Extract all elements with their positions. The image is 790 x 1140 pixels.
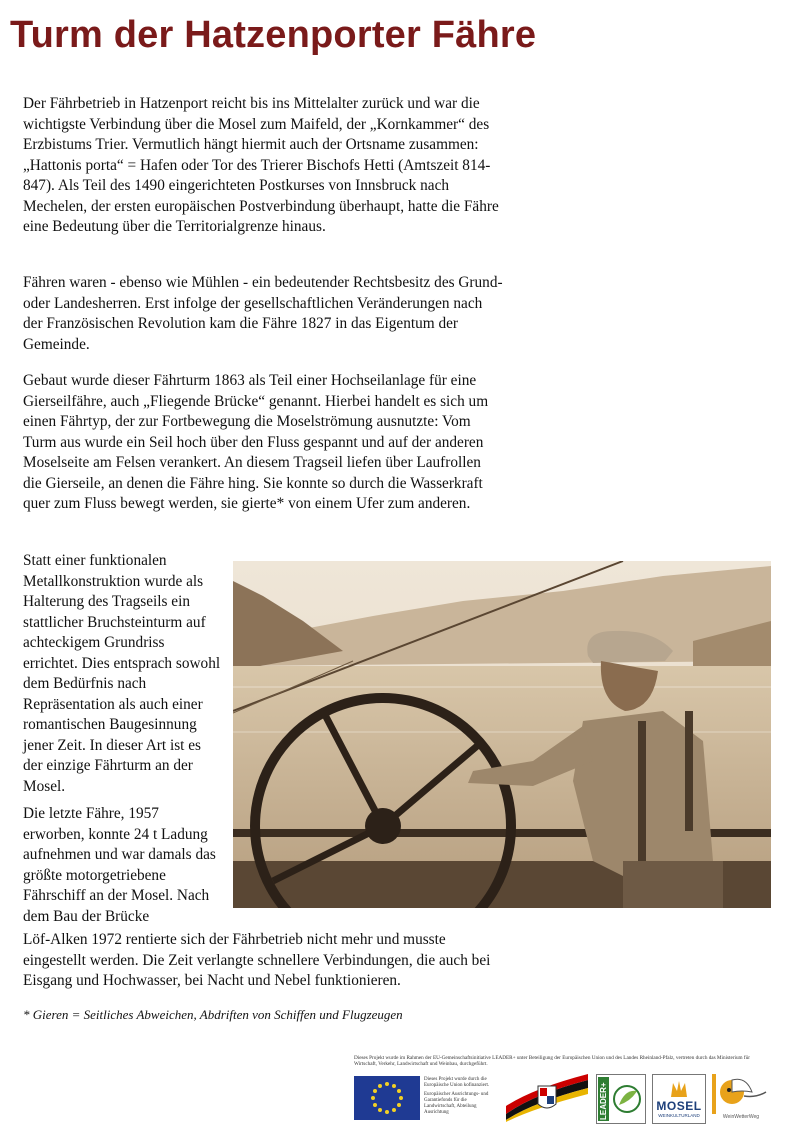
eu-notice xyxy=(424,1077,498,1119)
paragraph-construction: Gebaut wurde dieser Fährturm 1863 als Teil einer Hochseilanlage für eine Gierseilfähre, auch „Fliegende Brücke“ genannt. Hierbei handelt es sich um einen Fährtyp, der zur Fortbewegung die Moselströmung ausnutzte: Vom Turm aus wurde ein Seil hoch über den Fluss gespannt und auf der anderen Moselseite am Felsen verankert. An diesem Tragseil liefen über Laufrollen die Gierseile, an denen die Fähre hing. Sie konnte so durch die Wasserkraft quer zum Fluss bewegt werden, sie gierte* von einem Ufer zum anderen. xyxy=(23,372,489,512)
mosel-sublabel: WEINKULTURLAND xyxy=(658,1113,700,1118)
footnote: * Gieren = Seitliches Abweichen, Abdriften von Schiffen und Flugzeugen xyxy=(23,1007,403,1022)
paragraph-tower: Statt einer funktionalen Metallkonstruktion wurde als Halterung des Tragseils ein stattlicher Bruchsteinturm auf achteckigem Grundriss errichtet. Dies entsprach sowohl dem Bedürfnis nach Repräsentation als auch einer romantischen Baugesinnung jener Zeit. In dieser Art ist es der einzige Fährturm an der Mosel. xyxy=(23,552,221,795)
mosel-label: MOSEL xyxy=(656,1099,702,1113)
eu-notice-line1: Dieses Projekt wurde durch die Europäische Union kofinanziert. xyxy=(424,1077,490,1088)
ferryman-photo xyxy=(233,561,771,908)
paragraph-last-ferry-cont: Löf-Alken 1972 rentierte sich der Fährbetrieb nicht mehr und musste eingestellt werden. Die Zeit verlangte schnellere Verbindungen, die auch bei Eisgang und Hochwasser, bei Nacht und Nebel funktionieren. xyxy=(23,931,491,989)
weinwetterweg-label: WeinWetterWeg xyxy=(722,1114,760,1120)
funding-notice: Dieses Projekt wurde im Rahmen der EU-Gemeinschaftsinitiative LEADER+ unter Beteiligung der Europäischen Union und des Landes Rheinland-Pfalz, vertreten durch das Ministerium für Wirtschaft, Verkehr, Landwirtschaft und Weinbau, durchgeführt. xyxy=(354,1055,750,1068)
mosel-logo xyxy=(652,1074,706,1124)
leader-label: LEADER+ xyxy=(598,1077,609,1121)
paragraph-rights: Fähren waren - ebenso wie Mühlen - ein bedeutender Rechtsbesitz des Grund- oder Landesherren. Erst infolge der gesellschaftlichen Veränderungen nach der Französischen Revolution kam die Fähre 1827 in das Eigentum der Gemeinde. xyxy=(23,274,503,353)
page-title: Turm der Hatzenporter Fähre xyxy=(10,14,537,56)
paragraph-last-ferry: Die letzte Fähre, 1957 erworben, konnte 24 t Ladung aufnehmen und war damals das größte motorgetriebene Fährschiff an der Mosel. Nach dem Bau der Brücke xyxy=(23,805,216,925)
paragraph-history: Der Fährbetrieb in Hatzenport reicht bis ins Mittelalter zurück und war die wichtigste Verbindung über die Mosel zum Maifeld, der „Kornkammer“ des Erzbistums Trier. Vermutlich hängt hiermit auch der Ortsname zusammen: „Hattonis porta“ = Hafen oder Tor des Trierer Bischofs Hetti (Amtszeit 814-847). Als Teil des 1490 eingerichteten Postkurses von Innsbruck nach Mechelen, der ersten europäischen Postverbindung überhaupt, hatte die Fähre eine Bedeutung über die Territorialgrenze hinaus. xyxy=(23,95,499,235)
eu-flag-logo xyxy=(354,1076,420,1120)
weinwetterweg-logo xyxy=(712,1074,770,1122)
rheinland-pfalz-logo xyxy=(504,1074,590,1122)
eu-notice-line2: Europäischer Ausrichtungs- und Garantiefonds für die Landwirtschaft, Abteilung Ausrichtung xyxy=(424,1092,489,1115)
leader-logo xyxy=(596,1074,646,1124)
